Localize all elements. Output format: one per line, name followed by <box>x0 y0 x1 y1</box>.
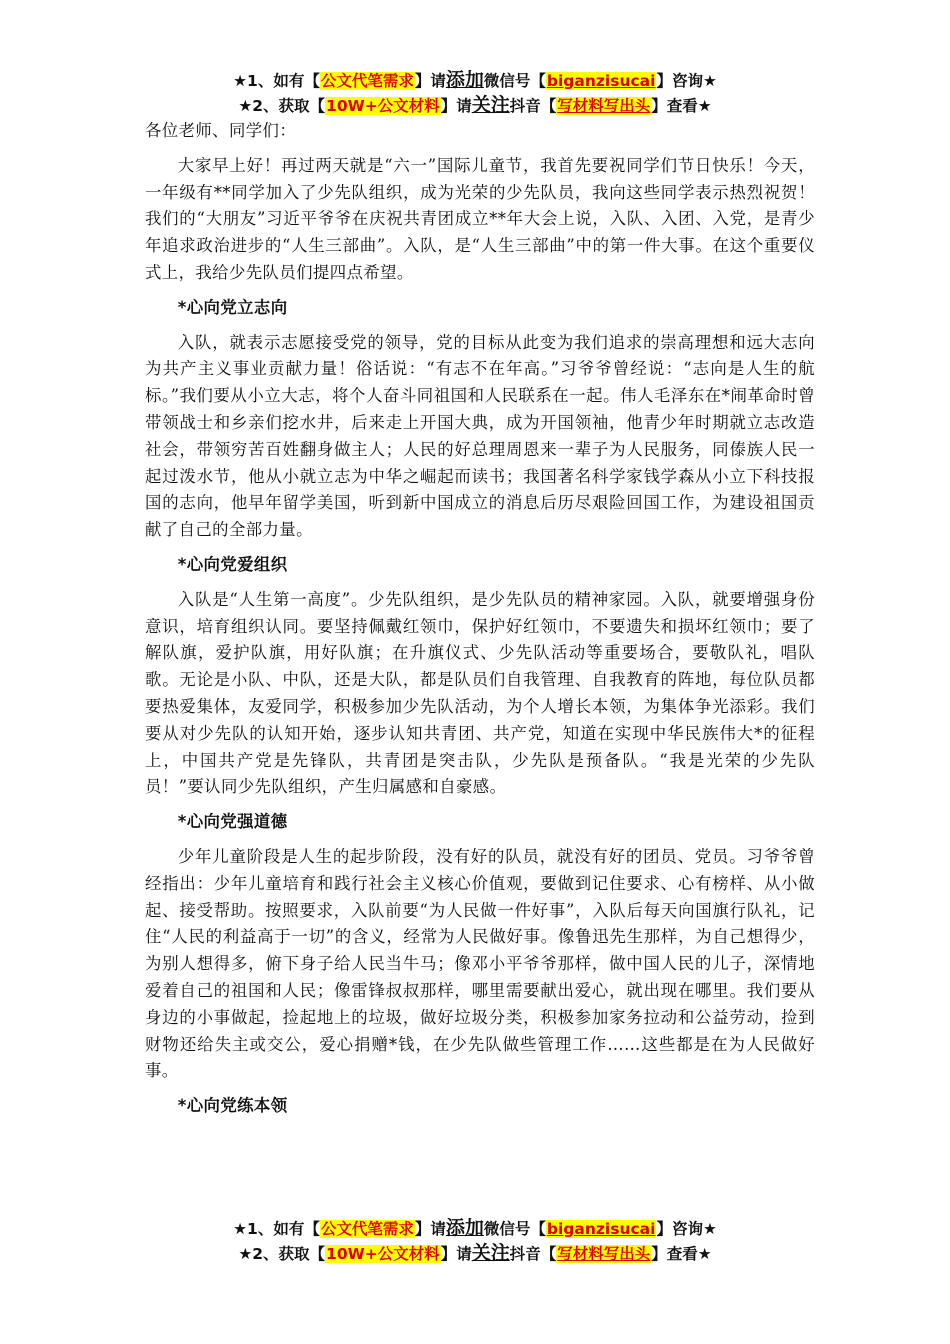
promo-text: 】请 <box>414 1220 446 1238</box>
promo-highlight-writing-service: 公文代笔需求 <box>320 1220 414 1238</box>
greeting: 各位老师、同学们： <box>145 121 297 140</box>
promo-line-2 <box>0 93 950 118</box>
promo-highlight-materials: 10W+公文材料 <box>326 1245 440 1263</box>
promo-line-2 <box>0 1241 950 1266</box>
section-heading-aspiration: *心向党立志向 <box>177 297 288 317</box>
promo-emphasis-follow: 关注 <box>471 94 510 116</box>
promo-text: 】请 <box>440 97 472 115</box>
promo-text: ★1、如有【 <box>233 72 320 90</box>
promo-line-1 <box>0 68 950 93</box>
section-heading-morality: *心向党强道德 <box>177 812 288 832</box>
promo-text: 微信号【 <box>483 1220 546 1238</box>
promo-text: 】咨询★ <box>656 72 717 90</box>
section-paragraph-organization: 入队是“人生第一高度”。少先队组织，是少先队员的精神家园。入队，就要增强身份意识，培育组织认同。要坚持佩戴红领巾，保护好红领巾，不要遗失和损坏红领巾；要了解队旗，爱护队旗，用好队旗；在升旗仪式、少先队活动等重要场合，要敬队礼，唱队歌。无论是小队、中队，还是大队，都是队员们自我管理、自我教育的阵地，每位队员都要热爱集体，友爱同学，积极参加少先队活动，为个人增长本领，为集体争光添彩。我们要从对少先队的认知开始，逐步认知共青团、共产党，知道在实现中华民族伟大*的征程上，中国共产党是先锋队，共青团是突击队，少先队是预备队。“我是光荣的少先队员！”要认同少先队组织，产生归属感和自豪感。 <box>145 589 815 797</box>
section-heading-organization: *心向党爱组织 <box>177 554 288 574</box>
promo-text: ★2、获取【 <box>238 1245 326 1263</box>
promo-text: ★1、如有【 <box>233 1220 320 1238</box>
promo-text: 】咨询★ <box>656 1220 717 1238</box>
promo-text: 抖音【 <box>509 97 557 115</box>
promo-footer <box>0 1216 950 1266</box>
promo-emphasis-add: 添加 <box>445 69 484 91</box>
promo-text: 】请 <box>414 72 446 90</box>
promo-text: 】查看★ <box>651 1245 712 1263</box>
section-heading-skills: *心向党练本领 <box>177 1096 288 1116</box>
promo-highlight-wechat-id: biganzisucai <box>546 72 656 90</box>
promo-highlight-materials: 10W+公文材料 <box>326 97 440 115</box>
promo-highlight-wechat-id: biganzisucai <box>546 1220 656 1238</box>
promo-highlight-douyin-account: 写材料写出头 <box>557 1245 651 1263</box>
promo-emphasis-add: 添加 <box>445 1217 484 1239</box>
document-body <box>145 118 815 1128</box>
intro-paragraph: 大家早上好！再过两天就是“六一”国际儿童节，我首先要祝同学们节日快乐！今天，一年级有**同学加入了少先队组织，成为光荣的少先队员，我向这些同学表示热烈祝贺！我们的“大朋友”习近平爷爷在庆祝共青团成立**年大会上说，入队、入团、入党，是青少年追求政治进步的“人生三部曲”。入队，是“人生三部曲”中的第一件大事。在这个重要仪式上，我给少先队员们提四点希望。 <box>145 155 816 282</box>
promo-text: 抖音【 <box>509 1245 557 1263</box>
promo-text: 】请 <box>440 1245 472 1263</box>
promo-highlight-douyin-account: 写材料写出头 <box>557 97 651 115</box>
promo-text: 微信号【 <box>483 72 546 90</box>
promo-text: ★2、获取【 <box>238 97 326 115</box>
promo-highlight-writing-service: 公文代笔需求 <box>320 72 414 90</box>
promo-text: 】查看★ <box>651 97 712 115</box>
promo-header <box>0 68 950 118</box>
promo-line-1 <box>0 1216 950 1241</box>
section-paragraph-aspiration: 入队，就表示志愿接受党的领导，党的目标从此变为我们追求的崇高理想和远大志向为共产主义事业贡献力量！俗话说：“有志不在年高。”习爷爷曾经说：“志向是人生的航标。”我们要从小立大志，将个人奋斗同祖国和人民联系在一起。伟人毛泽东在*闹革命时曾带领战士和乡亲们挖水井，后来走上开国大典，成为开国领袖，他青少年时期就立志改造社会，带领穷苦百姓翻身做主人；人民的好总理周恩来一辈子为人民服务，同傣族人民一起过泼水节，他从小就立志为中华之崛起而读书；我国著名科学家钱学森从小立下科技报国的志向，他早年留学美国，听到新中国成立的消息后历尽艰险回国工作，为建设祖国贡献了自己的全部力量。 <box>145 332 815 540</box>
promo-emphasis-follow: 关注 <box>471 1242 510 1264</box>
section-paragraph-morality: 少年儿童阶段是人生的起步阶段，没有好的队员，就没有好的团员、党员。习爷爷曾经指出：少年儿童培育和践行社会主义核心价值观，要做到记住要求、心有榜样、从小做起、接受帮助。按照要求，入队前要“为人民做一件好事”，入队后每天向国旗行队礼，记住“人民的利益高于一切”的含义，经常为人民做好事。像鲁迅先生那样，为自己想得少，为别人想得多，俯下身子给人民当牛马；像邓小平爷爷那样，做中国人民的儿子，深情地爱着自己的祖国和人民；像雷锋叔叔那样，哪里需要献出爱心，就出现在哪里。我们要从身边的小事做起，捡起地上的垃圾，做好垃圾分类，积极参加家务拉动和公益劳动，捡到财物还给失主或交公，爱心捐赠*钱，在少先队做些管理工作……这些都是在为人民做好事。 <box>145 846 815 1081</box>
